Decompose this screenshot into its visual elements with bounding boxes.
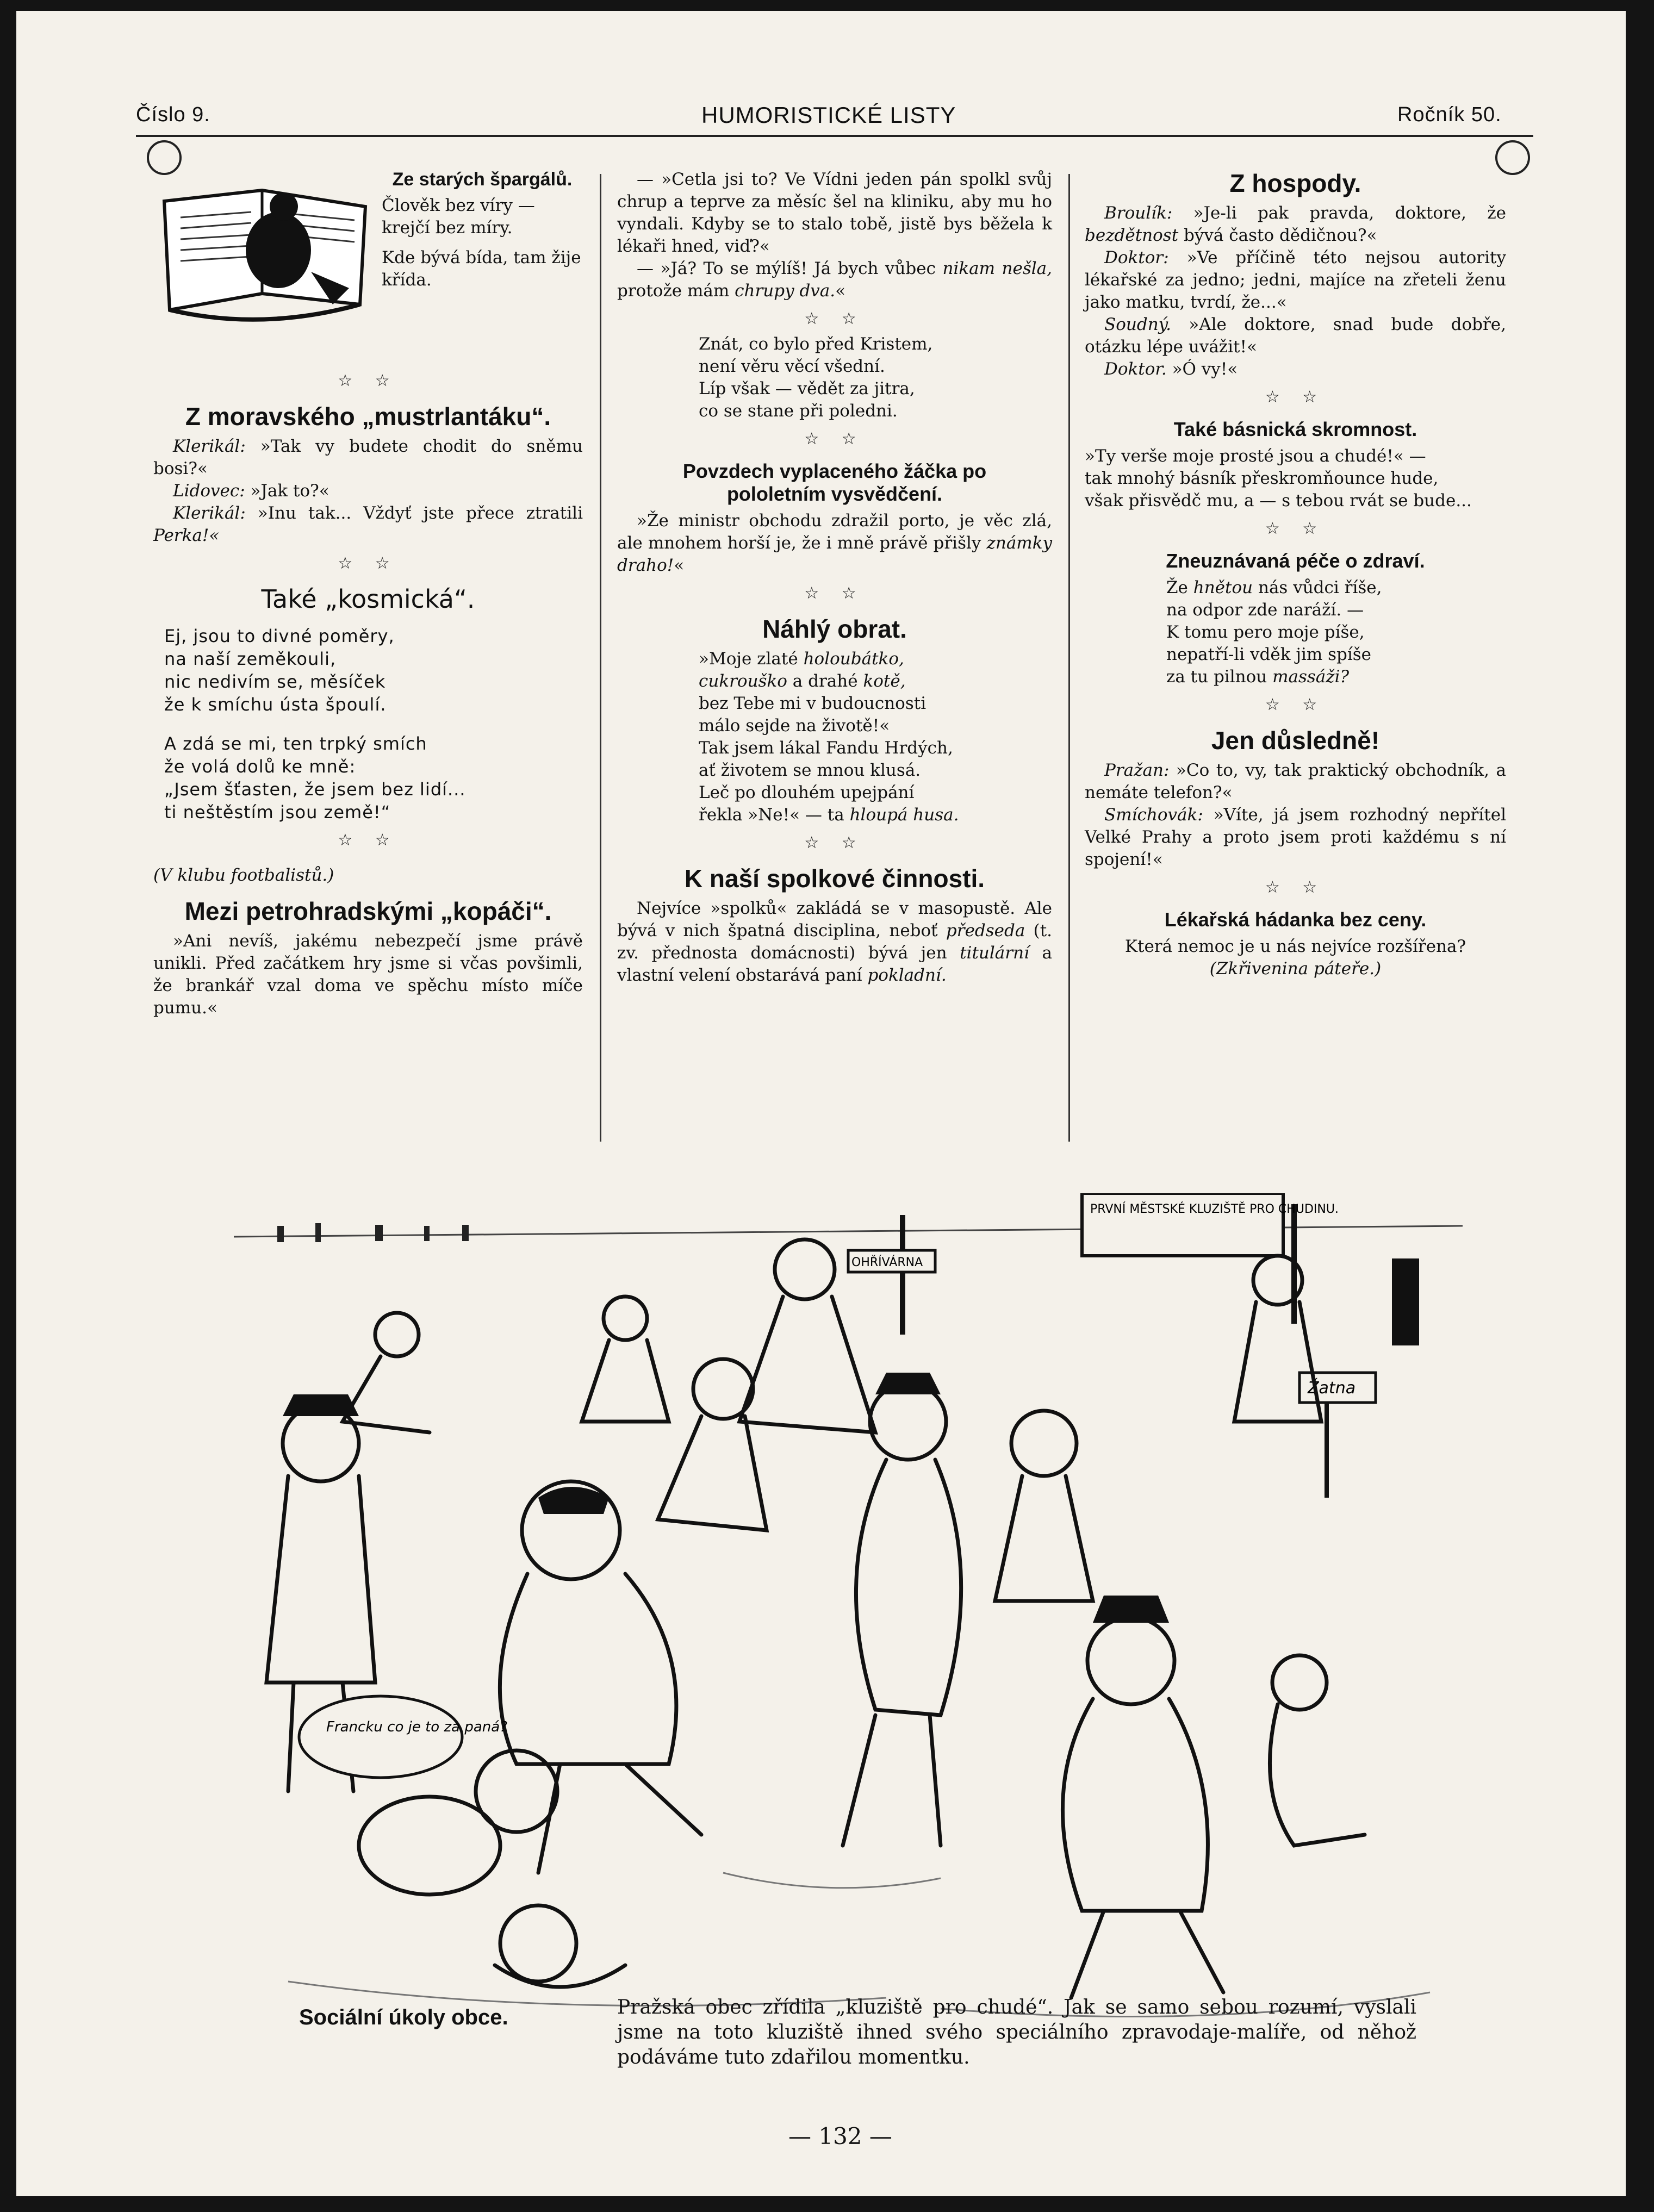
dialogue-line: »Ó vy!«	[1172, 359, 1238, 379]
poem-line: K tomu pero moje píše,	[1166, 622, 1365, 642]
speaker: Doktor:	[1104, 248, 1169, 267]
emphasis: massáži?	[1272, 667, 1350, 687]
poem-line: Tak jsem lákal Fandu Hrdých,	[699, 738, 953, 758]
speech-bubble: Francku co je to za paná?	[326, 1719, 507, 1735]
poem-line: za tu pilnou	[1166, 667, 1267, 687]
poem-line: Že	[1166, 578, 1188, 597]
riddle-answer: (Zkřivenina páteře.)	[1209, 959, 1382, 979]
box-sign: Žatna	[1308, 1379, 1356, 1398]
emphasis: chrupy dva.	[735, 281, 836, 301]
newspaper-page	[16, 11, 1626, 2196]
section-title: Z moravského „mustrlantáku“.	[185, 402, 551, 431]
speaker: Pražan:	[1104, 761, 1170, 780]
poem-line: ať životem se mnou klusá.	[699, 761, 921, 780]
dialogue-line: bývá často dědičnou?«	[1184, 226, 1377, 245]
poem-line: řekla »Ne!« — ta	[699, 805, 844, 825]
dialogue-line: »Je-li pak pravda, doktore, že	[1193, 203, 1506, 223]
speaker: Klerikál:	[173, 437, 246, 456]
article-text: protože mám	[617, 281, 730, 301]
separator-stars: ☆ ☆	[1265, 519, 1326, 538]
speaker: Klerikál:	[173, 503, 246, 523]
dialogue-line: »Tak vy budete chodit do sněmu bosi?«	[153, 437, 583, 478]
emphasis: holoubátko,	[803, 649, 904, 669]
dialogue-line: »Ale doktore, snad bude dobře, otázku lépe uvážit!«	[1085, 315, 1506, 357]
section-title: Jen důsledně!	[1211, 726, 1380, 755]
dialogue-line: »Víte, já jsem rozhodný nepřítel Velké Prahy a proto jsem proti každému s ní spojení!«	[1085, 805, 1506, 869]
emphasis: Perka!«	[153, 526, 220, 545]
article-text: «	[835, 281, 846, 301]
separator-stars: ☆ ☆	[338, 371, 399, 390]
section-title: Lékařská hádanka bez ceny.	[1164, 908, 1427, 931]
poem-line: nepatří-li vděk jim spíše	[1166, 645, 1372, 664]
emphasis: kotě,	[863, 671, 906, 691]
section-title: Povzdech vyplaceného žáčka po pololetním vysvědčení.	[682, 460, 987, 505]
emphasis: známky draho!	[617, 533, 1053, 575]
article-text: »Že ministr obchodu zdražil porto, je věc zlá, ale mnohem horší je, že i mně právě přišly	[617, 511, 1052, 553]
separator-stars: ☆ ☆	[804, 429, 865, 448]
poem-line: Znát, co bylo před Kristem,	[699, 334, 933, 354]
poem-line: na naší zeměkouli,	[164, 649, 337, 669]
poem-line: tak mnohý básník přeskromňounce hude,	[1085, 469, 1439, 488]
dialogue-line: »Co to, vy, tak praktický obchodník, a nemáte telefon?«	[1085, 761, 1506, 802]
poem-line: »Ty verše moje prosté jsou a chudé!« —	[1085, 446, 1426, 466]
skating-rink-illustration	[234, 1193, 1463, 2036]
poem-line: že volá dolů ke mně:	[164, 756, 356, 777]
section-stare-spargaly	[153, 169, 583, 364]
poem-line: málo sejde na životě!«	[699, 716, 890, 736]
section-title: Zneuznávaná péče o zdraví.	[1166, 550, 1425, 572]
poem-line: a drahé	[792, 671, 858, 691]
poem-line: Leč po dlouhém upejpání	[699, 783, 915, 802]
section-title: Náhlý obrat.	[762, 615, 907, 643]
article-text: Nejvíce »spolků« zakládá se v masopustě. Ale bývá v nich špatná disciplina, neboť	[617, 899, 1052, 940]
warming-room-sign: OHŘÍVÁRNA	[851, 1256, 923, 1269]
separator-stars: ☆ ☆	[804, 309, 865, 328]
rink-sign-text: PRVNÍ MĚSTSKÉ KLUZIŠTĚ PRO CHUDINU.	[1090, 1202, 1339, 1216]
proverb: Člověk bez víry — krejčí bez míry.	[382, 196, 535, 238]
article-text: «	[674, 556, 685, 575]
column-divider	[600, 174, 601, 1142]
poem-line: Líp však — vědět za jitra,	[699, 379, 915, 398]
article-text: — »Cetla jsi to? Ve Vídni jeden pán spolkl svůj chrup a teprve za měsíc šel na kliniku, aby mu ho vyndali. Kdyby se to stalo tobě, jistě bys běžela k lékaři hned, viď?«	[617, 170, 1052, 256]
poem-line: »Moje zlaté	[699, 649, 798, 669]
poem-line: nic nedivím se, měsíček	[164, 671, 386, 692]
emphasis: nikam nešla,	[942, 259, 1053, 278]
column-divider	[1068, 174, 1070, 1142]
section-note: (V klubu footbalistů.)	[153, 865, 334, 885]
poem-line: A zdá se mi, ten trpký smích	[164, 733, 427, 754]
poem	[1085, 577, 1506, 688]
dialogue-line: »Inu tak... Vždyť jste přece ztratili	[257, 503, 583, 523]
poem-line: nás vůdci říše,	[1258, 578, 1382, 597]
poem	[617, 333, 1052, 422]
column-1	[153, 169, 583, 1019]
poem-line: „Jsem šťasten, že jsem bez lidí...	[164, 779, 466, 800]
book-illustration-icon	[153, 169, 382, 332]
emphasis: bezdětnost	[1085, 226, 1179, 245]
header-rule	[136, 135, 1533, 137]
emphasis: předseda	[946, 921, 1025, 940]
separator-stars: ☆ ☆	[338, 831, 399, 850]
column-2	[617, 169, 1052, 987]
section-title: Mezi petrohradskými „kopáči“.	[184, 897, 552, 925]
proverb: Kde bývá bída, tam žije křída.	[382, 248, 581, 290]
poem	[153, 625, 583, 824]
poem-line: Ej, jsou to divné poměry,	[164, 626, 395, 646]
emphasis: hnětou	[1193, 578, 1253, 597]
section-title: K naší spolkové činnosti.	[684, 864, 985, 893]
article-text: a vlastní velení obstarává paní	[617, 943, 1053, 985]
speaker: Broulík:	[1104, 203, 1173, 223]
separator-stars: ☆ ☆	[1265, 878, 1326, 897]
section-title: Z hospody.	[1229, 169, 1361, 197]
separator-stars: ☆ ☆	[1265, 388, 1326, 407]
emphasis: titulární	[960, 943, 1029, 963]
speaker: Smíchovák:	[1104, 805, 1203, 825]
poem-line: co se stane při poledni.	[699, 401, 898, 421]
speaker: Lidovec:	[173, 481, 245, 501]
poem-line: ti neštěstím jsou země!“	[164, 802, 391, 823]
dialogue-line: »Jak to?«	[250, 481, 329, 501]
masthead-title: HUMORISTICKÉ LISTY	[701, 102, 956, 128]
section-title: Také „kosmická“.	[261, 584, 475, 614]
separator-stars: ☆ ☆	[804, 833, 865, 852]
volume-number: Ročník 50.	[1397, 103, 1502, 126]
page-number: — 132 —	[788, 2123, 892, 2149]
illustration-caption: Pražská obec zřídila „kluziště pro chudé“. Jak se samo sebou rozumí, vyslali jsme na toto kluziště ihned svého speciálního zpravodaje-malíře, od něhož podáváme tuto zdařilou momentku.	[617, 1996, 1416, 2068]
poem-line: není věru věcí všední.	[699, 357, 885, 376]
issue-number: Číslo 9.	[136, 103, 210, 126]
poem-line: bez Tebe mi v budoucnosti	[699, 694, 927, 713]
separator-stars: ☆ ☆	[338, 554, 399, 573]
emphasis: cukrouško	[699, 671, 787, 691]
emphasis: hloupá husa.	[849, 805, 959, 825]
illustration-title: Sociální úkoly obce.	[299, 2005, 508, 2029]
speaker: Soudný.	[1104, 315, 1171, 334]
article-text: »Ani nevíš, jakému nebezpečí jsme právě unikli. Před začátkem hry jsme si včas povšimli, že brankář vzal doma ve spěchu místo míče pumu.«	[153, 931, 583, 1018]
speaker: Doktor.	[1104, 359, 1167, 379]
poem-line: však přisvědč mu, a — s tebou rvát se bude...	[1085, 491, 1472, 510]
section-title: Také básnická skromnost.	[1173, 418, 1417, 440]
article-text: (t. zv. přednosta domácnosti) bývá jen	[617, 921, 1052, 963]
emphasis: pokladní.	[867, 965, 947, 985]
poem-line: na odpor zde naráží. —	[1166, 600, 1364, 620]
separator-stars: ☆ ☆	[804, 584, 865, 603]
section-title: Ze starých špargálů.	[392, 169, 573, 190]
separator-stars: ☆ ☆	[1265, 695, 1326, 714]
article-text: — »Já? To se mýlíš! Já bych vůbec	[637, 259, 936, 278]
riddle-question: Která nemoc je u nás nejvíce rozšířena?	[1124, 937, 1466, 956]
poem-line: že k smíchu ústa špoulí.	[164, 694, 387, 715]
column-3	[1085, 169, 1506, 980]
dialogue-line: »Ve příčině této nejsou autority lékařské za jedno; jedni, majíce na zřeteli ženu jako matku, tvrdí, že...«	[1085, 248, 1507, 312]
poem	[617, 648, 1052, 826]
